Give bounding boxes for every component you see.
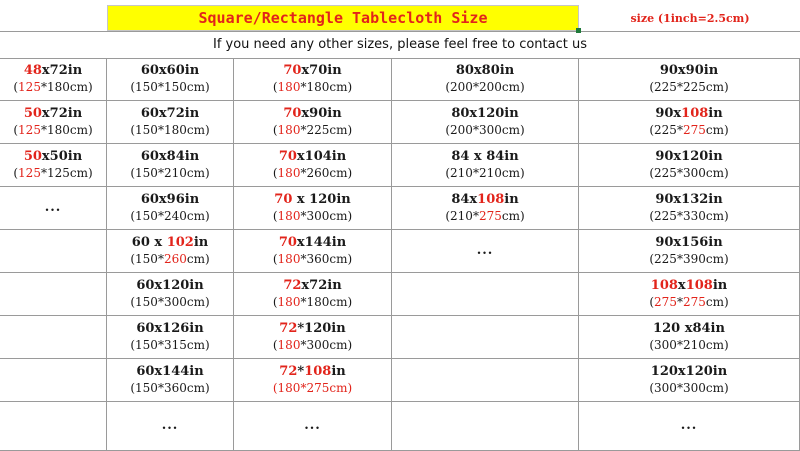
size-centimeters <box>649 208 728 224</box>
size-cell[interactable] <box>0 187 107 230</box>
text-segment: 260 <box>163 252 187 266</box>
size-inches <box>283 278 341 294</box>
size-cell[interactable] <box>579 187 800 230</box>
text-segment: 108 <box>681 106 709 121</box>
text-segment: ( <box>272 209 278 223</box>
text-segment: x72in <box>41 63 83 78</box>
size-cell[interactable] <box>579 101 800 144</box>
size-centimeters <box>273 79 352 95</box>
size-centimeters <box>445 79 524 95</box>
size-centimeters <box>445 165 524 181</box>
size-cell[interactable] <box>0 58 107 101</box>
size-cell[interactable] <box>0 359 107 402</box>
ellipsis-text: ... <box>476 243 494 258</box>
text-segment: (225* <box>649 123 683 137</box>
text-segment: * <box>676 295 683 309</box>
size-inches <box>24 149 82 165</box>
size-cell[interactable] <box>579 58 800 101</box>
text-segment: in <box>708 106 723 121</box>
size-inches <box>24 106 82 122</box>
ellipsis-text: ... <box>680 418 698 433</box>
size-cell[interactable] <box>392 144 579 187</box>
text-segment: 125 <box>18 166 41 180</box>
size-cell[interactable] <box>234 187 392 230</box>
size-cell[interactable] <box>107 101 234 144</box>
page-title: Square/Rectangle Tablecloth Size <box>198 9 488 27</box>
size-conversion-note: size (1inch=2.5cm) <box>630 11 750 25</box>
text-segment: 50 <box>23 149 42 164</box>
text-segment: ( <box>272 123 278 137</box>
text-segment: * <box>297 364 305 379</box>
text-segment: 275 <box>682 123 706 137</box>
text-segment: ( <box>272 252 278 266</box>
text-segment: x72in <box>41 106 83 121</box>
size-inches <box>274 192 350 208</box>
text-segment: 80x120in <box>451 106 519 121</box>
size-cell[interactable] <box>107 316 234 359</box>
text-segment: *300cm) <box>300 338 353 352</box>
size-centimeters <box>130 251 209 267</box>
text-segment: 60x126in <box>136 321 204 336</box>
size-inches <box>279 364 345 380</box>
size-cell[interactable] <box>234 359 392 402</box>
text-segment: x144in <box>296 235 347 250</box>
text-segment: 60x144in <box>136 364 204 379</box>
text-segment: 70 <box>283 63 302 78</box>
text-segment: (210*210cm) <box>445 166 525 180</box>
text-segment: (150*150cm) <box>130 80 210 94</box>
size-cell[interactable] <box>0 316 107 359</box>
size-cell[interactable] <box>392 187 579 230</box>
text-segment: 70 <box>278 149 297 164</box>
text-segment: (150*360cm) <box>130 381 210 395</box>
text-segment: x104in <box>296 149 347 164</box>
text-segment: 60 x <box>131 235 167 250</box>
size-inches <box>655 106 722 122</box>
text-segment: 50 <box>23 106 42 121</box>
size-inches <box>655 149 722 165</box>
size-inches <box>141 149 199 165</box>
size-inches <box>136 321 203 337</box>
size-inches <box>141 106 199 122</box>
text-segment: *125cm) <box>40 166 93 180</box>
size-inches <box>451 149 518 165</box>
ellipsis-text: ... <box>44 200 62 215</box>
size-inches <box>660 63 718 79</box>
size-centimeters <box>13 79 92 95</box>
text-segment: 60x120in <box>136 278 204 293</box>
text-segment: 108 <box>685 278 713 293</box>
size-cell[interactable] <box>392 316 579 359</box>
text-segment: 90x132in <box>655 192 723 207</box>
text-segment: cm) <box>501 209 525 223</box>
text-segment: (200*300cm) <box>445 123 525 137</box>
size-centimeters <box>273 294 352 310</box>
text-segment: x50in <box>41 149 83 164</box>
size-centimeters <box>130 122 209 138</box>
text-segment: 90x156in <box>655 235 723 250</box>
size-centimeters <box>649 122 728 138</box>
size-cell[interactable] <box>392 58 579 101</box>
size-inches <box>136 278 203 294</box>
size-inches <box>132 235 208 251</box>
size-cell[interactable] <box>392 101 579 144</box>
text-segment: 275 <box>478 209 502 223</box>
size-centimeters <box>445 208 524 224</box>
text-segment: x70in <box>301 63 342 78</box>
size-inches <box>451 106 518 122</box>
size-centimeters <box>649 380 728 396</box>
size-cell[interactable] <box>579 273 800 316</box>
text-segment: 125 <box>18 123 41 137</box>
text-segment: 120 x84in <box>653 321 725 336</box>
size-table <box>0 58 800 451</box>
size-centimeters <box>273 122 352 138</box>
text-segment: (180*275cm) <box>272 381 353 395</box>
size-centimeters <box>273 251 352 267</box>
size-centimeters <box>130 208 209 224</box>
text-segment: 70 <box>274 192 293 207</box>
text-segment: in <box>504 192 519 207</box>
size-inches <box>279 149 346 165</box>
size-cell[interactable] <box>234 402 392 451</box>
contact-note: If you need any other sizes, please feel free to contact us <box>0 31 800 59</box>
size-cell[interactable] <box>579 359 800 402</box>
text-segment: 180 <box>277 209 301 223</box>
size-centimeters <box>130 79 209 95</box>
text-segment: 48 <box>23 63 42 78</box>
text-segment: ( <box>13 166 19 180</box>
text-segment: x 120in <box>292 192 351 207</box>
text-segment: (225*330cm) <box>649 209 729 223</box>
size-cell[interactable] <box>234 316 392 359</box>
size-cell[interactable] <box>234 230 392 273</box>
size-centimeters <box>13 122 92 138</box>
text-segment: (150*180cm) <box>130 123 210 137</box>
text-segment: *180cm) <box>40 80 93 94</box>
text-segment: (150*315cm) <box>130 338 210 352</box>
text-segment: *300cm) <box>300 209 353 223</box>
size-cell[interactable] <box>579 402 800 451</box>
size-inches <box>655 192 722 208</box>
text-segment: 70 <box>283 106 302 121</box>
size-inches <box>655 235 722 251</box>
size-cell[interactable] <box>0 101 107 144</box>
size-centimeters <box>649 251 728 267</box>
text-segment: in <box>712 278 728 293</box>
size-cell[interactable] <box>392 273 579 316</box>
text-segment: 108 <box>477 192 505 207</box>
size-cell[interactable] <box>0 230 107 273</box>
title-cell[interactable] <box>107 5 579 31</box>
size-centimeters <box>649 337 728 353</box>
text-segment: 60x96in <box>140 192 200 207</box>
text-segment: 80x80in <box>455 63 515 78</box>
size-centimeters <box>130 380 209 396</box>
ellipsis-text: ... <box>304 418 321 433</box>
text-segment: 275 <box>682 295 706 309</box>
size-cell[interactable] <box>107 230 234 273</box>
text-segment: 84 x 84in <box>451 149 519 164</box>
size-cell[interactable] <box>0 402 107 451</box>
size-centimeters <box>649 165 728 181</box>
text-segment: 180 <box>277 338 301 352</box>
size-cell[interactable] <box>234 273 392 316</box>
size-cell[interactable] <box>234 144 392 187</box>
text-segment: 180 <box>277 252 301 266</box>
text-segment: 180 <box>277 295 301 309</box>
size-centimeters <box>130 337 209 353</box>
text-segment: x72in <box>301 278 342 293</box>
size-cell[interactable] <box>234 101 392 144</box>
text-segment: (300*210cm) <box>649 338 729 352</box>
text-segment: 180 <box>277 166 301 180</box>
text-segment: *225cm) <box>300 123 353 137</box>
text-segment: 60x84in <box>140 149 200 164</box>
size-inches <box>653 321 725 337</box>
text-segment: *260cm) <box>300 166 353 180</box>
text-segment: in <box>331 364 346 379</box>
text-segment: (300*300cm) <box>649 381 729 395</box>
size-inches <box>456 63 514 79</box>
text-segment: ( <box>272 80 278 94</box>
size-cell[interactable] <box>107 58 234 101</box>
text-segment: *180cm) <box>40 123 93 137</box>
text-segment: ( <box>272 338 278 352</box>
size-centimeters <box>445 122 524 138</box>
size-inches <box>279 321 345 337</box>
text-segment: (225*390cm) <box>649 252 729 266</box>
text-segment: (150* <box>130 252 164 266</box>
text-segment: ( <box>13 123 19 137</box>
text-segment: 72 <box>283 278 302 293</box>
text-segment: 90x120in <box>655 149 723 164</box>
text-segment: 180 <box>277 80 301 94</box>
text-segment: 60x60in <box>140 63 200 78</box>
text-segment: 102 <box>166 235 194 250</box>
text-segment: 275 <box>654 295 677 309</box>
text-segment: (225*225cm) <box>649 80 729 94</box>
text-segment: ( <box>272 295 278 309</box>
text-segment: cm) <box>705 123 729 137</box>
size-inches <box>279 235 346 251</box>
text-segment: 180 <box>277 123 301 137</box>
text-segment: cm) <box>705 295 729 309</box>
size-centimeters <box>649 79 728 95</box>
size-inches <box>141 192 199 208</box>
text-segment: 72 <box>279 364 298 379</box>
text-segment: ( <box>272 166 278 180</box>
size-inches <box>24 63 82 79</box>
text-segment: 108 <box>304 364 332 379</box>
text-segment: (200*200cm) <box>445 80 525 94</box>
text-segment: 125 <box>18 80 41 94</box>
size-cell[interactable] <box>107 273 234 316</box>
text-segment: *120in <box>297 321 346 336</box>
size-inches <box>283 63 341 79</box>
size-inches <box>283 106 341 122</box>
text-segment: 84x <box>451 192 478 207</box>
ellipsis-text: ... <box>161 418 179 433</box>
size-cell[interactable] <box>0 144 107 187</box>
size-inches <box>651 278 727 294</box>
text-segment: 90x90in <box>659 63 719 78</box>
size-centimeters <box>13 165 92 181</box>
size-cell[interactable] <box>579 316 800 359</box>
size-cell[interactable] <box>392 402 579 451</box>
size-cell[interactable] <box>392 230 579 273</box>
text-segment: 90x <box>655 106 682 121</box>
size-cell[interactable] <box>392 359 579 402</box>
text-segment: ( <box>13 80 19 94</box>
size-cell[interactable] <box>0 273 107 316</box>
size-centimeters <box>273 337 352 353</box>
title-row <box>0 0 800 32</box>
text-segment: 108 <box>650 278 678 293</box>
size-inches <box>141 63 199 79</box>
text-segment: (150*210cm) <box>130 166 210 180</box>
text-segment: in <box>193 235 209 250</box>
size-cell[interactable] <box>234 58 392 101</box>
size-cell[interactable] <box>579 230 800 273</box>
size-centimeters <box>130 165 209 181</box>
text-segment: (150*240cm) <box>130 209 210 223</box>
size-cell[interactable] <box>107 359 234 402</box>
size-inches <box>651 364 727 380</box>
text-segment: x <box>677 278 686 293</box>
size-centimeters <box>273 380 352 396</box>
size-cell[interactable] <box>107 144 234 187</box>
text-segment: (150*300cm) <box>130 295 210 309</box>
text-segment: 70 <box>278 235 297 250</box>
size-inches <box>451 192 518 208</box>
text-segment: 120x120in <box>650 364 728 379</box>
text-segment: (210* <box>445 209 479 223</box>
size-inches <box>136 364 203 380</box>
text-segment: *180cm) <box>300 80 353 94</box>
size-cell[interactable] <box>107 187 234 230</box>
size-centimeters <box>273 208 352 224</box>
size-cell[interactable] <box>579 144 800 187</box>
text-segment: ( <box>649 295 655 309</box>
size-centimeters <box>273 165 352 181</box>
size-centimeters <box>649 294 728 310</box>
text-segment: x90in <box>301 106 342 121</box>
size-cell[interactable] <box>107 402 234 451</box>
text-segment: *180cm) <box>300 295 353 309</box>
text-segment: cm) <box>186 252 210 266</box>
size-centimeters <box>130 294 209 310</box>
text-segment: 72 <box>279 321 298 336</box>
text-segment: (225*300cm) <box>649 166 729 180</box>
text-segment: *360cm) <box>300 252 353 266</box>
text-segment: 60x72in <box>140 106 200 121</box>
